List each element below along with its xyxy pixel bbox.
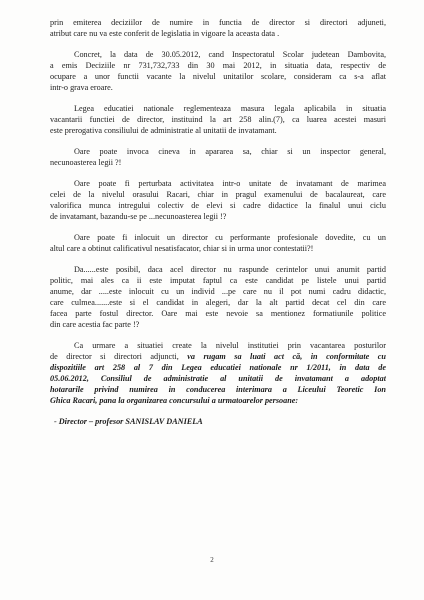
text-line: de invatamant, bazandu-se pe ...necunoasterea legii !? (50, 212, 227, 221)
text-line: Da......este posibil, daca acel director nu raspunde cerintelor unui anumit partid (74, 265, 386, 274)
text-normal: de director si directori adjuncti, (50, 352, 188, 361)
document-body (50, 17, 386, 427)
text-line: Oare poate fi inlocuit un director cu performante profesionale dovedite, cu un (74, 233, 386, 242)
text-line: este prerogativa consiliului de administratie al unitatii de invatamant. (50, 126, 277, 135)
paragraph-gap (50, 93, 386, 103)
page-number: 2 (210, 556, 214, 564)
paragraph-gap (50, 168, 386, 178)
text-line (50, 351, 386, 362)
text-line: dispozitiile art 258 al 7 din Legea educatiei nationale nr 1/2011, in data de (50, 363, 386, 372)
text-line: Oare poate fi perturbata activitatea intr-o unitate de invatamant de marimea (74, 179, 386, 188)
text-line: vacantarii functiei de director, instituind la art 258 alin.(7), ca luarea acestei masuri (50, 115, 386, 124)
paragraph-gap (50, 406, 386, 416)
text-line: anume, dar .....este inlocuit cu un individ ...pe care nu il pot numi cadru didactic, (50, 287, 386, 296)
paragraph-gap (50, 222, 386, 232)
text-line: a emis Deciziile nr 731,732,733 din 30 mai 2012, in situatia data, respectiv de (50, 61, 386, 70)
text-line: necunoasterea legii ?! (50, 158, 122, 167)
text-line: valorifica munca intregului colectiv de elevi si cadre didactice la finalul unui ciclu (50, 201, 386, 210)
text-line: - Director – profesor SANISLAV DANIELA (54, 417, 203, 426)
text-line: Concret, la data de 30.05.2012, cand Inspectoratul Scolar judetean Dambovita, (74, 50, 386, 59)
paragraph-gap (50, 254, 386, 264)
text-line: Legea educatiei nationale reglementeaza masura legala aplicabila in situatia (74, 104, 386, 113)
text-line: din care acestia fac parte !? (50, 320, 140, 329)
text-line: celei de la nivelul orasului Racari, chiar in pragul examenului de bacalaureat, care (50, 190, 386, 199)
text-line: Oare poate invoca cineva in apararea sa, chiar si un inspector general, (74, 147, 386, 156)
text-line: altul care a obtinut calificativul nesatisfacator, chiar si in urma unor contestatii?! (50, 244, 314, 253)
text-line: atribut care nu va este conferit de legislatia in vigoare la aceasta data . (50, 29, 280, 38)
text-line: Ca urmare a situatiei create la nivelul institutiei prin vacantarea posturilor (74, 341, 386, 350)
text-line: hotararile privind numirea in conducerea interimara a Liceului Teoretic Ion (50, 385, 386, 394)
paragraph-gap (50, 136, 386, 146)
text-line: intr-o grava eroare. (50, 83, 113, 92)
paragraph-gap (50, 39, 386, 49)
text-line: Ghica Racari, pana la organizarea concursului a urmatoarelor persoane: (50, 396, 299, 405)
text-line: politic, mai ales ca ii este imputat faptul ca este candidat pe listele unui partid (50, 276, 386, 285)
paragraph-gap (50, 330, 386, 340)
text-line: ocupare a unor functii vacante la nivelul unitatilor scolare, consideram ca s-a aflat (50, 72, 386, 81)
text-line: prin emiterea deciziilor de numire in functia de director si directori adjuneti, (50, 18, 386, 27)
text-line: care culmea.......este si el candidat in alegeri, dar la alt partid decat cel din care (50, 298, 386, 307)
text-line: 05.06.2012, Consiliul de administratie al unitatii de invatamant a adoptat (50, 374, 386, 383)
text-line: facea parte fostul director. Oare mai este nevoie sa mentionez formatiunile politice (50, 309, 386, 318)
text-emphasis: va rugam sa luati act că, in conformitate cu (187, 352, 386, 361)
